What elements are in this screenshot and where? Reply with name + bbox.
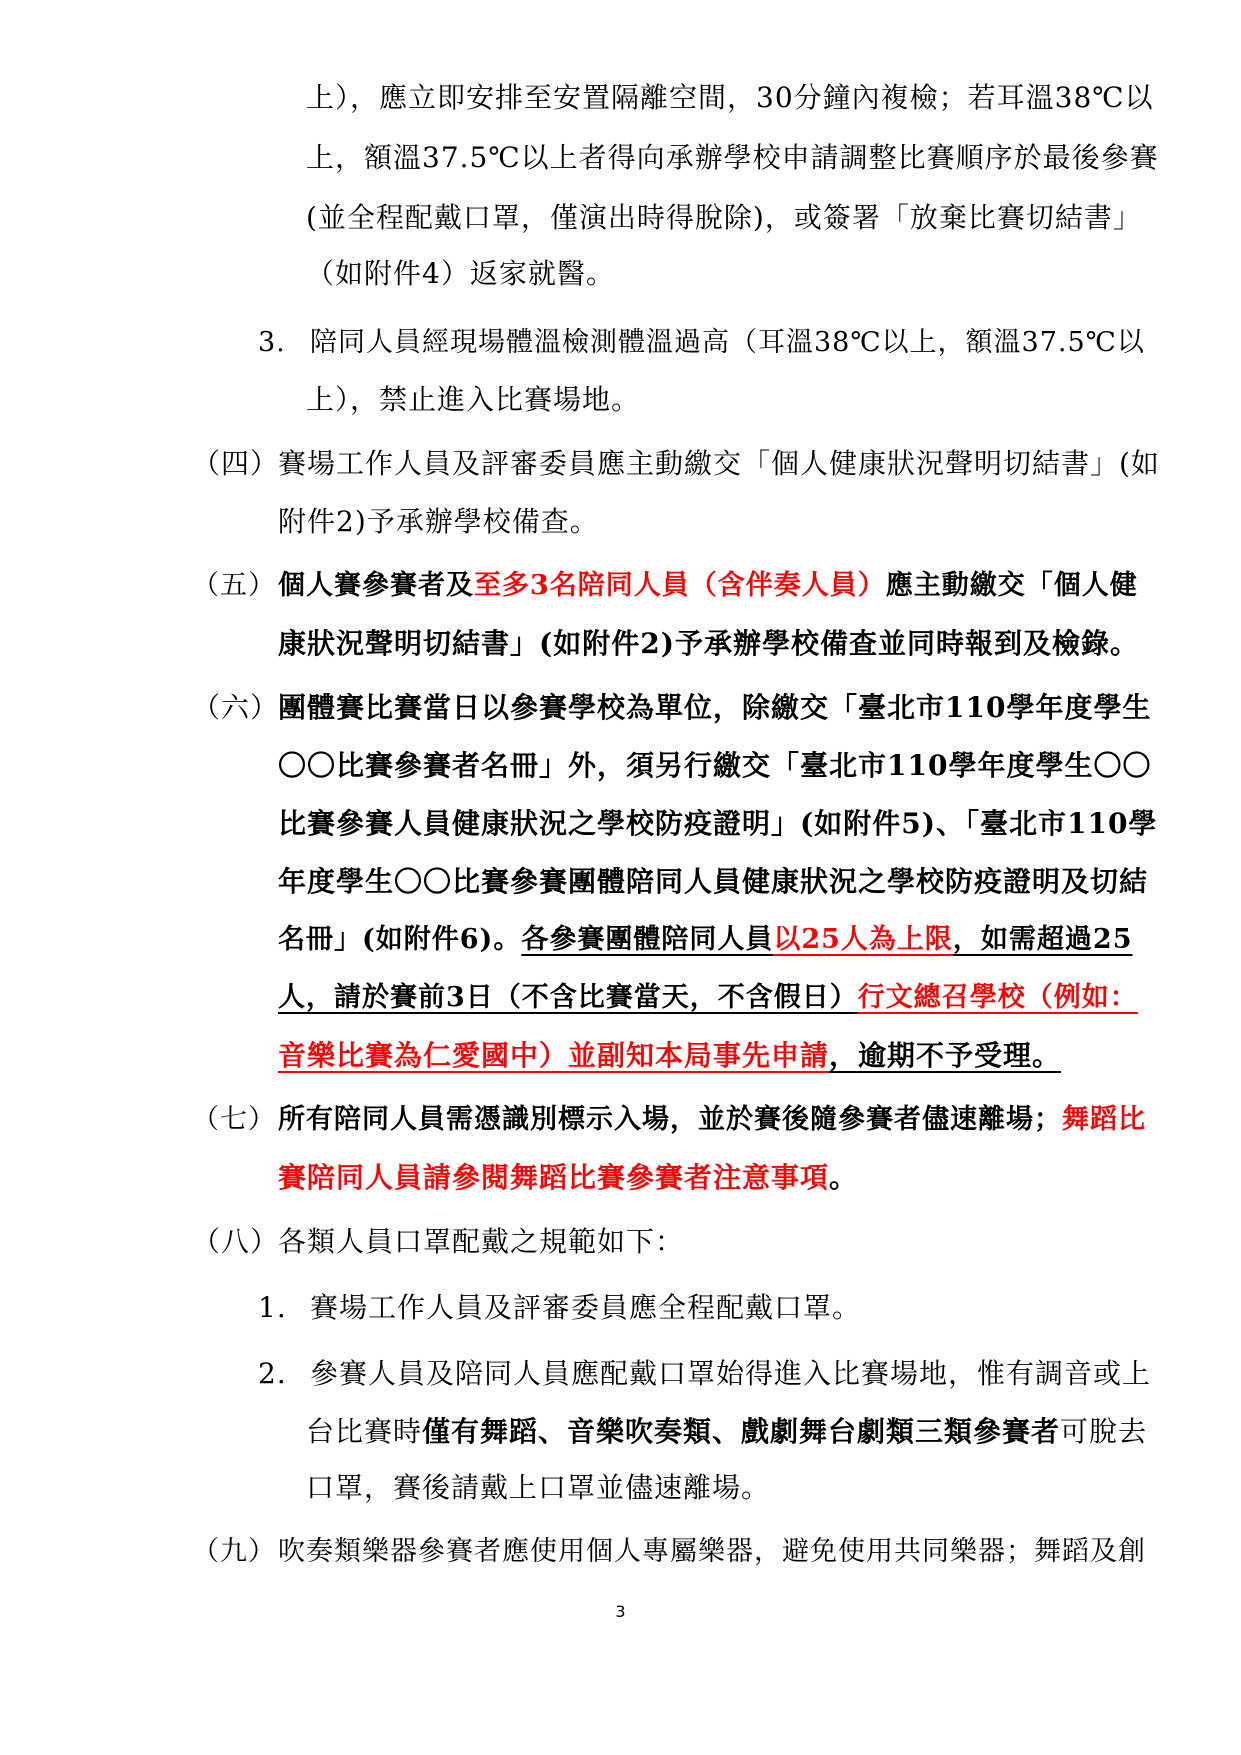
section-7-label: （七）	[192, 1104, 276, 1135]
para-continued-line-1: 上），應立即安排至安置隔離空間，30分鐘內複檢；若耳溫38℃以	[306, 81, 1154, 114]
section-9	[192, 1534, 1146, 1570]
section-6-line-5	[278, 922, 1133, 958]
section-5-highlight: 至多3名陪同人員（含伴奏人員）	[474, 570, 886, 601]
section-7-line-2-end: 。	[829, 1161, 859, 1194]
para-continued-line-3: (並全程配戴口罩，僅演出時得脫除)，或簽署「放棄比賽切結書」	[306, 201, 1142, 234]
section-5	[192, 568, 1138, 604]
section-6-line-6	[278, 980, 1138, 1016]
item-3	[258, 325, 1145, 361]
section-6-line-7-b: ，逾期不予受理。	[829, 1039, 1062, 1072]
item-3-text-line-1: 陪同人員經現場體溫檢測體溫過高（耳溫38℃以上，額溫37.5℃以	[310, 327, 1145, 358]
section-8-item-2	[258, 1356, 1151, 1392]
section-8-item-2-line-2-a: 台比賽時	[306, 1415, 423, 1448]
section-4	[192, 446, 1160, 482]
section-6-line-5-d: ，如需超過25	[952, 924, 1133, 955]
section-4-line-2: 附件2)予承辦學校備查。	[278, 505, 599, 538]
section-8-item-2-line-3: 口罩，賽後請戴上口罩並儘速離場。	[306, 1471, 771, 1504]
section-6-line-2: 〇〇比賽參賽者名冊」外，須另行繳交「臺北市110學年度學生〇〇	[278, 749, 1152, 782]
section-7-highlight: 舞蹈比	[1062, 1104, 1146, 1135]
para-continued-line-2: 上，額溫37.5℃以上者得向承辦學校申請調整比賽順序於最後參賽	[306, 141, 1159, 174]
section-5-label: （五）	[192, 570, 276, 601]
section-6-line-6-a: 人，請於賽前3日（不含比賽當天，不含假日）	[278, 982, 858, 1013]
section-6-line-7	[278, 1038, 1061, 1074]
section-7-line-2-highlight: 賽陪同人員請參閱舞蹈比賽參賽者注意事項	[278, 1161, 830, 1194]
para-continued-line-4: （如附件4）返家就醫。	[306, 257, 615, 290]
section-7	[192, 1102, 1146, 1138]
section-8-item-2-line-2-bold: 僅有舞蹈、音樂吹奏類、戲劇舞台劇類三類參賽者	[422, 1415, 1061, 1448]
section-7-text-a: 所有陪同人員需憑識別標示入場，並於賽後隨參賽者儘速離場；	[278, 1104, 1062, 1135]
section-5-text-a: 個人賽參賽者及	[278, 570, 474, 601]
page-number: 3	[615, 1602, 626, 1621]
section-8	[192, 1224, 684, 1260]
section-8-item-2-line-1: 參賽人員及陪同人員應配戴口罩始得進入比賽場地，惟有調音或上	[310, 1357, 1152, 1390]
section-9-line-1: 吹奏類樂器參賽者應使用個人專屬樂器，避免使用共同樂器；舞蹈及創	[278, 1536, 1146, 1567]
section-4-label: （四）	[192, 447, 280, 480]
section-9-label: （九）	[192, 1536, 276, 1567]
section-6	[192, 690, 1151, 726]
section-6-line-4: 年度學生〇〇比賽參賽團體陪同人員健康狀況之學校防疫證明及切結	[278, 865, 1149, 898]
section-6-label: （六）	[192, 691, 280, 724]
section-5-text-c: 應主動繳交「個人健	[885, 570, 1138, 601]
section-8-item-2-line-2	[306, 1414, 1147, 1450]
section-6-line-6-highlight: 行文總召學校（例如：	[857, 982, 1138, 1013]
section-6-line-1: 團體賽比賽當日以參賽學校為單位，除繳交「臺北市110學年度學生	[278, 691, 1152, 724]
section-8-label: （八）	[192, 1225, 280, 1258]
section-8-item-1	[258, 1290, 861, 1326]
section-8-line-1: 各類人員口罩配戴之規範如下：	[278, 1225, 685, 1258]
section-5-line-2: 康狀況聲明切結書」(如附件2)予承辦學校備查並同時報到及檢錄。	[278, 627, 1139, 660]
section-6-line-7-highlight: 音樂比賽為仁愛國中）並副知本局事先申請	[278, 1039, 830, 1072]
section-6-line-5-b: 各參賽團體陪同人員	[521, 924, 774, 955]
item-3-number: 3.	[258, 327, 286, 358]
section-8-item-1-number: 1.	[258, 1291, 287, 1324]
section-6-line-5-a: 名冊」(如附件6)。	[278, 924, 522, 955]
section-4-line-1: 賽場工作人員及評審委員應主動繳交「個人健康狀況聲明切結書」(如	[278, 447, 1160, 480]
section-8-item-2-number: 2.	[258, 1357, 287, 1390]
section-8-item-2-line-2-c: 可脫去	[1060, 1415, 1148, 1448]
section-6-line-3: 比賽參賽人員健康狀況之學校防疫證明」(如附件5)、「臺北市110學	[278, 807, 1158, 840]
section-8-item-1-text: 賽場工作人員及評審委員應全程配戴口罩。	[310, 1291, 862, 1324]
section-7-line-2	[278, 1160, 858, 1196]
item-3-text-line-2: 上），禁止進入比賽場地。	[306, 383, 641, 416]
section-6-limit-highlight: 以25人為上限	[773, 924, 953, 955]
